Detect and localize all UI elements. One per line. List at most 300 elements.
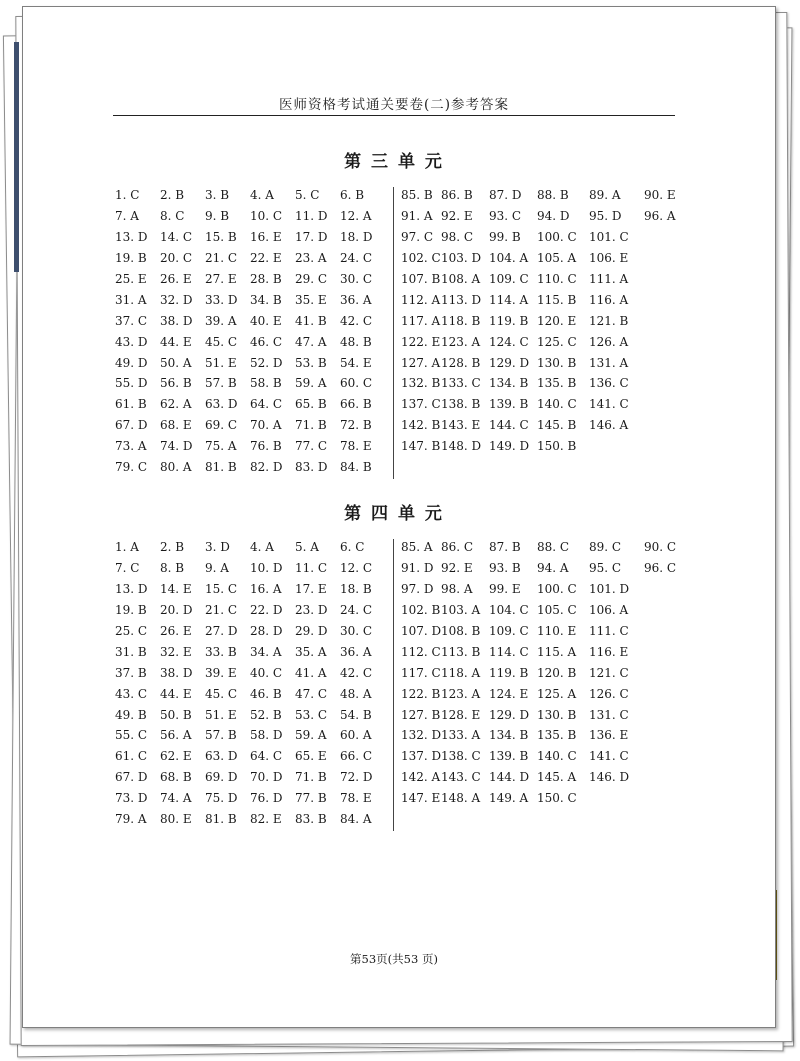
answer-item: 16. A [250, 582, 282, 597]
answer-item: 125. A [537, 686, 577, 701]
answer-item: 27. E [205, 272, 237, 286]
answer-item: 37. C [115, 313, 148, 328]
answer-item: 17. D [295, 230, 328, 245]
answer-item: 79. C [115, 460, 148, 475]
answer-item: 61. B [115, 397, 147, 412]
answer-item: 149. D [489, 439, 530, 454]
answer-item: 26. E [160, 624, 192, 638]
answer-item: 89. A [589, 188, 621, 203]
answer-item: 132. B [401, 376, 441, 391]
answer-item: 93. B [489, 561, 521, 576]
answer-item: 48. A [340, 686, 372, 701]
answer-item: 36. A [340, 644, 372, 659]
answer-item: 127. A [401, 355, 441, 370]
answer-item: 73. A [115, 439, 147, 454]
answer-item: 62. A [160, 397, 192, 412]
answer-item: 32. D [160, 292, 193, 307]
answer-item: 95. C [589, 561, 622, 576]
answer-item: 75. A [205, 439, 237, 454]
answer-item: 71. B [295, 418, 327, 433]
answer-item: 91. A [401, 209, 433, 224]
answer-item: 96. A [644, 209, 676, 224]
answer-item: 47. C [295, 686, 328, 701]
answer-item: 64. C [250, 397, 283, 412]
answer-item: 33. D [205, 292, 238, 307]
answer-item: 113. B [441, 644, 481, 659]
answer-item: 3. D [205, 540, 230, 555]
page-header: 医师资格考试通关要卷(二)参考答案 [278, 97, 510, 113]
answer-item: 77. C [295, 439, 328, 454]
answer-item: 143. E [441, 418, 481, 433]
answer-item: 12. C [340, 561, 373, 576]
answer-item: 114. A [489, 292, 529, 307]
answer-item: 64. C [250, 749, 283, 764]
answer-item: 118. A [441, 665, 481, 680]
answer-item: 29. C [295, 272, 328, 286]
answer-item: 81. B [205, 812, 237, 827]
answer-item: 71. B [295, 770, 327, 785]
answer-item: 72. B [340, 418, 372, 433]
answer-item: 125. C [537, 334, 577, 349]
answer-item: 40. E [250, 313, 282, 328]
answer-item: 91. D [401, 561, 434, 576]
answer-item: 76. D [250, 791, 283, 806]
answer-item: 97. C [401, 230, 434, 245]
answer-item: 88. B [537, 188, 569, 203]
answer-item: 20. D [160, 603, 193, 618]
answer-item: 25. C [115, 624, 148, 638]
answer-item: 49. B [115, 707, 147, 722]
answer-item: 12. A [340, 209, 372, 224]
answer-item: 117. C [401, 665, 441, 680]
answer-item: 132. D [401, 728, 442, 743]
answer-item: 4. A [250, 540, 274, 555]
answer-item: 31. B [115, 644, 147, 659]
answer-item: 2. B [160, 540, 185, 555]
answer-item: 101. D [589, 582, 630, 597]
answer-item: 50. A [160, 355, 192, 370]
answer-item: 65. E [295, 749, 327, 764]
binding-edge-blue [14, 42, 19, 272]
answer-item: 63. D [205, 749, 238, 764]
answer-item: 10. C [250, 209, 283, 224]
answer-item: 136. C [589, 376, 629, 391]
answer-item: 96. C [644, 561, 677, 576]
answer-item: 106. E [589, 251, 629, 266]
answer-item: 99. B [489, 230, 521, 245]
answer-item: 102. B [401, 603, 441, 618]
answer-item: 100. C [537, 582, 577, 597]
answer-item: 38. D [160, 313, 193, 328]
answer-item: 141. C [589, 397, 629, 412]
answer-item: 35. E [295, 292, 327, 307]
answer-item: 77. B [295, 791, 327, 806]
answer-item: 137. C [401, 397, 441, 412]
answer-item: 63. D [205, 397, 238, 412]
answer-item: 108. B [441, 624, 481, 638]
answer-item: 85. A [401, 540, 433, 555]
answer-item: 123. A [441, 686, 481, 701]
answer-item: 57. B [205, 376, 237, 391]
answer-item: 110. E [537, 624, 577, 638]
answer-item: 53. B [295, 355, 327, 370]
answer-item: 150. B [537, 439, 577, 454]
answer-item: 8. C [160, 209, 185, 224]
answer-item: 130. B [537, 707, 577, 722]
answer-item: 30. C [340, 624, 373, 638]
answer-item: 46. C [250, 334, 283, 349]
answer-item: 19. B [115, 603, 147, 618]
answer-item: 111. A [589, 272, 629, 286]
answer-item: 78. E [340, 439, 372, 454]
answer-grid-right [401, 185, 694, 457]
answer-item: 122. B [401, 686, 441, 701]
answer-item: 51. E [205, 355, 237, 370]
answer-item: 38. D [160, 665, 193, 680]
answer-item: 50. B [160, 707, 192, 722]
answer-item: 34. B [250, 292, 282, 307]
answer-item: 129. D [489, 707, 530, 722]
answer-item: 94. D [537, 209, 570, 224]
answer-item: 61. C [115, 749, 148, 764]
answer-item: 149. A [489, 791, 529, 806]
answer-item: 7. C [115, 561, 140, 576]
answer-item: 8. B [160, 561, 185, 576]
answer-item: 49. D [115, 355, 148, 370]
answer-page [22, 6, 776, 1028]
answer-item: 11. D [295, 209, 328, 224]
answer-item: 130. B [537, 355, 577, 370]
answer-item: 78. E [340, 791, 372, 806]
answer-item: 110. C [537, 272, 577, 286]
answer-item: 45. C [205, 334, 238, 349]
answer-item: 17. E [295, 582, 327, 597]
answer-item: 111. C [589, 624, 629, 638]
answer-item: 100. C [537, 230, 577, 245]
answer-item: 41. A [295, 665, 327, 680]
column-divider [393, 187, 394, 479]
answer-item: 95. D [589, 209, 622, 224]
answer-item: 128. B [441, 355, 481, 370]
answer-item: 60. A [340, 728, 372, 743]
answer-item: 106. A [589, 603, 629, 618]
answer-item: 83. D [295, 460, 328, 475]
answer-item: 6. C [340, 540, 365, 555]
answer-item: 24. C [340, 603, 373, 618]
answer-item: 55. D [115, 376, 148, 391]
answer-item: 144. C [489, 418, 529, 433]
answer-item: 140. C [537, 749, 577, 764]
answer-item: 133. C [441, 376, 481, 391]
answer-item: 147. B [401, 439, 441, 454]
answer-item: 90. C [644, 540, 677, 555]
answer-item: 56. A [160, 728, 192, 743]
answer-item: 28. B [250, 272, 282, 286]
answer-item: 15. C [205, 582, 238, 597]
answer-item: 9. B [205, 209, 230, 224]
answer-item: 79. A [115, 812, 147, 827]
answer-item: 133. A [441, 728, 481, 743]
answer-item: 138. B [441, 397, 481, 412]
answer-item: 69. C [205, 418, 238, 433]
answer-item: 29. D [295, 624, 328, 638]
answer-item: 22. D [250, 603, 283, 618]
answer-item: 74. D [160, 439, 193, 454]
answer-item: 54. E [340, 355, 372, 370]
answer-item: 148. A [441, 791, 481, 806]
answer-item: 26. E [160, 272, 192, 286]
answer-item: 112. C [401, 644, 441, 659]
answer-item: 22. E [250, 251, 282, 266]
answer-item: 28. D [250, 624, 283, 638]
answer-item: 121. B [589, 313, 629, 328]
answer-item: 142. B [401, 418, 441, 433]
answer-item: 11. C [295, 561, 328, 576]
answer-item: 115. A [537, 644, 577, 659]
answer-item: 1. C [115, 188, 140, 203]
answer-item: 107. B [401, 272, 441, 286]
answer-item: 19. B [115, 251, 147, 266]
answer-item: 108. A [441, 272, 481, 286]
answer-item: 18. B [340, 582, 372, 597]
answer-item: 109. C [489, 272, 529, 286]
answer-item: 42. C [340, 313, 373, 328]
answer-item: 112. A [401, 292, 441, 307]
answer-item: 14. E [160, 582, 192, 597]
answer-item: 81. B [205, 460, 237, 475]
answer-item: 52. D [250, 355, 283, 370]
answer-item: 36. A [340, 292, 372, 307]
answer-item: 54. B [340, 707, 372, 722]
answer-item: 115. B [537, 292, 577, 307]
answer-item: 58. B [250, 376, 282, 391]
answer-item: 136. E [589, 728, 629, 743]
answer-item: 101. C [589, 230, 629, 245]
answer-item: 6. B [340, 188, 365, 203]
answer-item: 13. D [115, 582, 148, 597]
answer-item: 39. A [205, 313, 237, 328]
answer-item: 150. C [537, 791, 577, 806]
answer-item: 70. A [250, 418, 282, 433]
answer-item: 87. D [489, 188, 522, 203]
answer-item: 138. C [441, 749, 481, 764]
answer-item: 146. D [589, 770, 630, 785]
answer-item: 68. E [160, 418, 192, 433]
answer-item: 119. B [489, 313, 529, 328]
answer-item: 21. C [205, 251, 238, 266]
answer-item: 88. C [537, 540, 570, 555]
answer-item: 82. D [250, 460, 283, 475]
answer-item: 135. B [537, 376, 577, 391]
answer-item: 16. E [250, 230, 282, 245]
answer-item: 15. B [205, 230, 237, 245]
answer-item: 104. C [489, 603, 529, 618]
answer-item: 134. B [489, 728, 529, 743]
answer-item: 14. C [160, 230, 193, 245]
answer-item: 148. D [441, 439, 482, 454]
answer-item: 52. B [250, 707, 282, 722]
answer-item: 89. C [589, 540, 622, 555]
answer-item: 107. D [401, 624, 442, 638]
answer-item: 99. E [489, 582, 521, 597]
answer-item: 3. B [205, 188, 230, 203]
unit-title-4: 第 四 单 元 [344, 504, 444, 524]
answer-item: 27. D [205, 624, 238, 638]
answer-item: 66. C [340, 749, 373, 764]
answer-item: 69. D [205, 770, 238, 785]
answer-item: 145. A [537, 770, 577, 785]
answer-item: 70. D [250, 770, 283, 785]
answer-item: 92. E [441, 561, 473, 576]
answer-item: 60. C [340, 376, 373, 391]
answer-item: 62. E [160, 749, 192, 764]
answer-item: 44. E [160, 686, 192, 701]
answer-item: 102. C [401, 251, 441, 266]
answer-item: 139. B [489, 397, 529, 412]
answer-item: 47. A [295, 334, 327, 349]
answer-item: 74. A [160, 791, 192, 806]
answer-item: 23. D [295, 603, 328, 618]
answer-item: 131. C [589, 707, 629, 722]
header-rule [113, 115, 675, 116]
unit-title-3: 第 三 单 元 [344, 152, 444, 172]
answer-item: 75. D [205, 791, 238, 806]
answer-item: 2. B [160, 188, 185, 203]
answer-item: 142. A [401, 770, 441, 785]
answer-item: 53. C [295, 707, 328, 722]
answer-item: 116. A [589, 292, 629, 307]
answer-item: 24. C [340, 251, 373, 266]
answer-item: 105. C [537, 603, 577, 618]
answer-item: 135. B [537, 728, 577, 743]
answer-item: 140. C [537, 397, 577, 412]
answer-item: 86. C [441, 540, 474, 555]
answer-item: 103. A [441, 603, 481, 618]
page-footer: 第53页(共53 页) [350, 952, 438, 966]
answer-item: 67. D [115, 418, 148, 433]
answer-item: 33. B [205, 644, 237, 659]
answer-item: 126. C [589, 686, 629, 701]
answer-item: 124. C [489, 334, 529, 349]
answer-item: 109. C [489, 624, 529, 638]
answer-item: 55. C [115, 728, 148, 743]
answer-item: 98. A [441, 582, 473, 597]
answer-item: 84. A [340, 812, 372, 827]
answer-item: 121. C [589, 665, 629, 680]
answer-grid-left [115, 185, 385, 477]
answer-item: 82. E [250, 812, 282, 827]
answer-item: 48. B [340, 334, 372, 349]
answer-grid-right [401, 537, 694, 809]
answer-item: 7. A [115, 209, 139, 224]
answer-item: 139. B [489, 749, 529, 764]
answer-item: 123. A [441, 334, 481, 349]
answer-item: 5. A [295, 540, 319, 555]
answer-item: 39. E [205, 665, 237, 680]
answer-item: 90. E [644, 188, 676, 203]
answer-item: 68. B [160, 770, 192, 785]
answer-item: 80. E [160, 812, 192, 827]
answer-item: 94. A [537, 561, 569, 576]
answer-item: 72. D [340, 770, 373, 785]
answer-item: 21. C [205, 603, 238, 618]
answer-item: 84. B [340, 460, 372, 475]
answer-item: 114. C [489, 644, 529, 659]
answer-item: 44. E [160, 334, 192, 349]
answer-item: 73. D [115, 791, 148, 806]
answer-item: 59. A [295, 728, 327, 743]
column-divider [393, 539, 394, 831]
answer-item: 131. A [589, 355, 629, 370]
answer-item: 66. B [340, 397, 372, 412]
answer-item: 56. B [160, 376, 192, 391]
answer-item: 126. A [589, 334, 629, 349]
answer-grid-left [115, 537, 385, 829]
answer-item: 58. D [250, 728, 283, 743]
answer-item: 9. A [205, 561, 229, 576]
answer-item: 1. A [115, 540, 139, 555]
answer-item: 134. B [489, 376, 529, 391]
answer-item: 30. C [340, 272, 373, 286]
answer-item: 120. B [537, 665, 577, 680]
answer-item: 45. C [205, 686, 238, 701]
answer-item: 59. A [295, 376, 327, 391]
answer-item: 103. D [441, 251, 482, 266]
answer-item: 41. B [295, 313, 327, 328]
answer-item: 128. E [441, 707, 481, 722]
answer-item: 13. D [115, 230, 148, 245]
answer-item: 127. B [401, 707, 441, 722]
answer-item: 18. D [340, 230, 373, 245]
answer-item: 92. E [441, 209, 473, 224]
answer-item: 86. B [441, 188, 473, 203]
answer-item: 42. C [340, 665, 373, 680]
answer-item: 4. A [250, 188, 274, 203]
answer-item: 119. B [489, 665, 529, 680]
answer-item: 76. B [250, 439, 282, 454]
answer-item: 67. D [115, 770, 148, 785]
answer-item: 25. E [115, 272, 147, 286]
answer-item: 87. B [489, 540, 521, 555]
answer-item: 113. D [441, 292, 482, 307]
answer-item: 83. B [295, 812, 327, 827]
answer-item: 129. D [489, 355, 530, 370]
answer-item: 37. B [115, 665, 147, 680]
answer-item: 98. C [441, 230, 474, 245]
answer-item: 120. E [537, 313, 577, 328]
answer-item: 97. D [401, 582, 434, 597]
answer-item: 145. B [537, 418, 577, 433]
answer-item: 5. C [295, 188, 320, 203]
answer-item: 23. A [295, 251, 327, 266]
answer-item: 118. B [441, 313, 481, 328]
answer-item: 146. A [589, 418, 629, 433]
answer-item: 147. E [401, 791, 441, 806]
answer-item: 85. B [401, 188, 433, 203]
answer-item: 43. D [115, 334, 148, 349]
answer-item: 116. E [589, 644, 629, 659]
answer-item: 104. A [489, 251, 529, 266]
answer-item: 46. B [250, 686, 282, 701]
answer-item: 105. A [537, 251, 577, 266]
answer-item: 32. E [160, 644, 192, 659]
answer-item: 141. C [589, 749, 629, 764]
answer-item: 51. E [205, 707, 237, 722]
answer-item: 117. A [401, 313, 441, 328]
answer-item: 93. C [489, 209, 522, 224]
answer-item: 144. D [489, 770, 530, 785]
answer-item: 80. A [160, 460, 192, 475]
